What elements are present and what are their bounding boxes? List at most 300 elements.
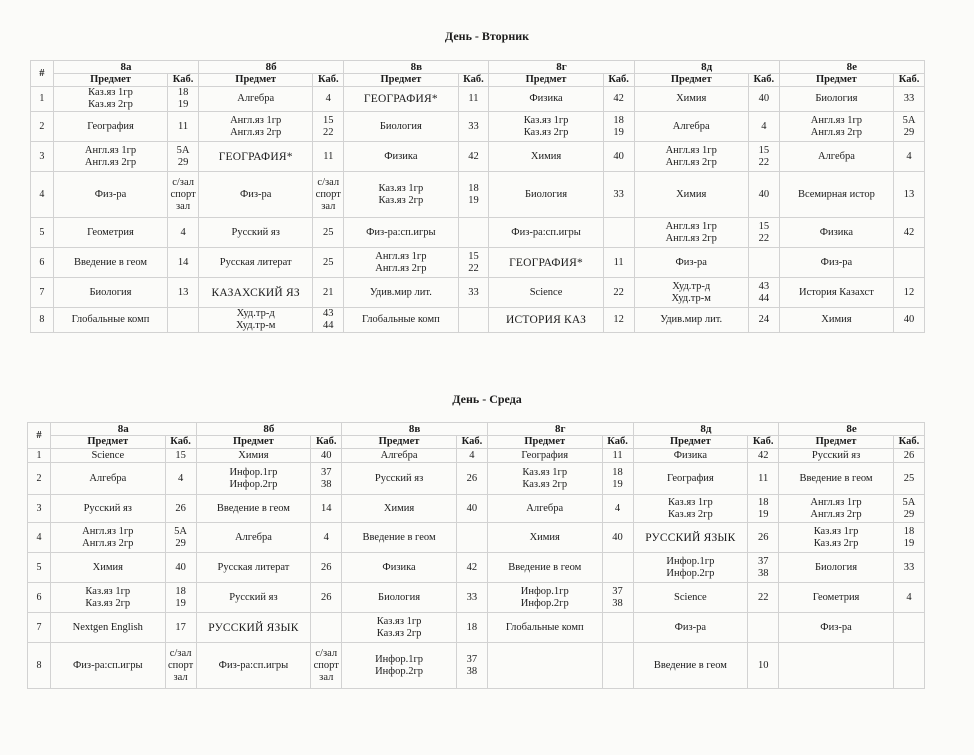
class-header: 8д <box>634 61 779 74</box>
lesson-row <box>28 583 925 613</box>
room-cell <box>313 87 344 112</box>
subject-cell <box>487 583 602 613</box>
subject-name: Физ-ра <box>820 621 852 633</box>
lesson-number: 6 <box>28 583 51 613</box>
room-number: 26 <box>320 561 332 573</box>
lesson-row <box>31 112 925 142</box>
lesson-row <box>31 87 925 112</box>
subject-name: Англ.яз 1гр <box>665 220 717 232</box>
room-number: 19 <box>757 508 769 520</box>
class-header: 8г <box>489 61 634 74</box>
subject-cell <box>196 523 311 553</box>
subject-name: Англ.яз 2гр <box>810 126 863 138</box>
subject-cell <box>50 583 165 613</box>
subject-cell <box>50 495 165 523</box>
room-number: 38 <box>612 597 623 609</box>
subject-name: Введение в геом <box>508 561 582 573</box>
room-cell <box>456 495 487 523</box>
room-number: 37 <box>612 585 623 597</box>
subject-column-header: Предмет <box>342 436 457 449</box>
subject-cell <box>344 172 458 218</box>
subject-column-header: Предмет <box>196 436 311 449</box>
room-number: 17 <box>175 621 186 633</box>
subject-cell <box>199 112 313 142</box>
room-cell <box>748 553 779 583</box>
room-number: 19 <box>175 597 186 609</box>
class-header-row <box>28 423 925 436</box>
room-cell <box>165 553 196 583</box>
room-number: 40 <box>612 531 623 543</box>
subject-cell <box>634 278 748 308</box>
room-number: 11 <box>612 449 623 461</box>
room-column-header: Каб. <box>603 74 634 87</box>
room-cell <box>168 142 199 172</box>
subject-name: Алгебра <box>89 472 127 484</box>
room-cell <box>602 553 633 583</box>
subject-cell <box>344 278 458 308</box>
room-cell <box>168 87 199 112</box>
subject-cell <box>199 172 313 218</box>
subject-name: Англ.яз 1гр <box>810 496 862 508</box>
subject-name: Nextgen English <box>72 621 143 633</box>
room-cell <box>893 523 924 553</box>
room-number: 33 <box>903 561 915 573</box>
room-number: 22 <box>613 286 624 298</box>
room-number: 37 <box>320 466 332 478</box>
room-cell <box>748 172 779 218</box>
room-cell <box>748 643 779 689</box>
room-number: 15 <box>758 220 770 232</box>
room-number: 15 <box>758 144 770 156</box>
subject-cell <box>53 218 167 248</box>
subject-cell <box>779 278 893 308</box>
subject-column-header: Предмет <box>344 74 458 87</box>
subject-cell <box>344 308 458 333</box>
subject-cell <box>633 463 748 495</box>
subject-name: Геометрия <box>812 591 860 603</box>
room-number: 26 <box>903 449 915 461</box>
room-number: 18 <box>177 87 189 98</box>
room-cell <box>748 523 779 553</box>
subject-name: География <box>667 472 714 484</box>
subject-cell <box>342 523 457 553</box>
subject-name: Инфор.2гр <box>229 478 278 490</box>
subject-name: Биология <box>89 286 132 298</box>
room-cell <box>456 523 487 553</box>
room-cell <box>165 449 196 463</box>
subject-cell <box>489 172 603 218</box>
subject-name: Химия <box>676 188 707 200</box>
subject-cell <box>487 495 602 523</box>
subject-cell <box>633 553 748 583</box>
subject-cell <box>779 449 894 463</box>
subject-name: Англ.яз 2гр <box>665 156 717 168</box>
subject-name: Русский яз <box>374 472 424 484</box>
room-cell <box>168 308 199 333</box>
room-number: 4 <box>469 449 475 461</box>
lesson-number: 1 <box>31 87 54 112</box>
subject-cell <box>342 449 457 463</box>
room-cell <box>602 523 633 553</box>
room-cell <box>894 278 925 308</box>
subject-cell <box>779 583 894 613</box>
subject-cell <box>196 613 311 643</box>
room-cell <box>313 112 344 142</box>
subject-name: Физ-ра <box>94 188 127 200</box>
room-column-header: Каб. <box>458 74 489 87</box>
subject-cell <box>779 495 894 523</box>
room-cell <box>311 553 342 583</box>
room-number: 21 <box>323 286 334 298</box>
lesson-row <box>28 553 925 583</box>
subject-name: Каз.яз 2гр <box>85 597 131 609</box>
room-number: 29 <box>903 508 915 520</box>
subject-name: Инфор.1гр <box>666 555 715 567</box>
room-number: 40 <box>758 188 770 200</box>
room-number: 22 <box>758 156 770 168</box>
subject-name: Алгебра <box>380 449 418 461</box>
subject-name: Физика <box>382 561 416 573</box>
subject-cell <box>53 308 167 333</box>
class-header-row <box>31 61 925 74</box>
subject-name: Химия <box>676 93 707 104</box>
room-cell <box>311 643 342 689</box>
room-cell <box>311 449 342 463</box>
room-number: 5А <box>902 114 916 126</box>
subject-cell <box>779 248 893 278</box>
subject-column-header: Предмет <box>199 74 313 87</box>
subject-name: Каз.яз 2гр <box>668 508 713 520</box>
day-title-wednesday: День - Среда <box>452 392 522 406</box>
room-number: 18 <box>468 182 479 194</box>
room-cell <box>311 523 342 553</box>
subject-cell <box>196 583 311 613</box>
room-cell <box>456 613 487 643</box>
subject-name: Введение в геом <box>73 256 148 268</box>
subject-name: Англ.яз 1гр <box>665 144 717 156</box>
subject-name: Каз.яз 2гр <box>522 478 568 490</box>
room-number: 42 <box>468 150 479 162</box>
room-cell <box>458 278 489 308</box>
subject-cell <box>489 248 603 278</box>
subject-cell <box>633 613 748 643</box>
subject-cell <box>779 553 894 583</box>
room-number: 12 <box>613 314 624 325</box>
subject-cell <box>196 643 311 689</box>
room-number: 44 <box>323 320 334 331</box>
room-number: 4 <box>906 150 912 162</box>
subject-cell <box>634 308 748 333</box>
subject-column-header: Предмет <box>779 436 894 449</box>
room-cell <box>168 278 199 308</box>
room-number: зал <box>319 671 334 683</box>
class-header: 8б <box>196 423 342 436</box>
room-number: 18 <box>466 621 478 633</box>
subject-name: Каз.яз 1гр <box>376 615 422 627</box>
subject-name: Англ.яз 2гр <box>84 156 137 168</box>
room-number: 33 <box>613 188 624 200</box>
lesson-number: 6 <box>31 248 54 278</box>
room-cell <box>893 643 924 689</box>
subject-name: Физика <box>529 93 563 104</box>
lesson-row <box>28 449 925 463</box>
room-cell <box>458 87 489 112</box>
subject-cell <box>344 112 458 142</box>
subject-name: Science <box>91 449 125 461</box>
room-number: 40 <box>175 561 186 573</box>
room-cell <box>894 218 925 248</box>
room-cell <box>893 495 924 523</box>
room-number: 38 <box>757 567 769 579</box>
subject-name: Русская литерат <box>217 561 290 573</box>
room-cell <box>458 112 489 142</box>
subject-cell <box>199 248 313 278</box>
room-number: 4 <box>325 93 331 104</box>
subject-name: Инфор.1гр <box>375 653 424 665</box>
room-number: спорт <box>313 659 339 671</box>
room-cell <box>602 643 633 689</box>
room-number: 42 <box>466 561 478 573</box>
lesson-row <box>31 172 925 218</box>
lesson-number: 8 <box>31 308 54 333</box>
room-number: 25 <box>323 226 334 238</box>
room-cell <box>165 523 196 553</box>
lesson-row <box>31 142 925 172</box>
room-number: 19 <box>613 126 624 138</box>
class-header: 8в <box>342 423 488 436</box>
lesson-row <box>28 463 925 495</box>
room-cell <box>748 463 779 495</box>
lesson-row <box>31 218 925 248</box>
subject-column-header: Предмет <box>489 74 603 87</box>
subject-name: Инфор.2гр <box>666 567 715 579</box>
room-number: 22 <box>758 232 770 244</box>
lesson-row <box>28 523 925 553</box>
subject-name: КАЗАХСКИЙ ЯЗ <box>211 286 300 299</box>
room-cell <box>311 583 342 613</box>
schedule-table-tuesday <box>30 60 925 333</box>
subject-cell <box>342 463 457 495</box>
room-cell <box>603 112 634 142</box>
room-cell <box>602 449 633 463</box>
room-number: 37 <box>466 653 478 665</box>
lesson-row <box>31 248 925 278</box>
room-column-header: Каб. <box>602 436 633 449</box>
lesson-row <box>28 613 925 643</box>
subject-cell <box>50 643 165 689</box>
room-number: 38 <box>320 478 332 490</box>
subject-name: Биология <box>815 93 858 104</box>
subject-cell <box>53 248 167 278</box>
room-number: спорт <box>170 188 196 200</box>
room-number: 5А <box>176 144 190 156</box>
subject-name: Русский яз <box>231 226 280 238</box>
subject-cell <box>53 278 167 308</box>
room-cell <box>313 218 344 248</box>
subject-name: Русский яз <box>83 502 132 514</box>
subject-name: Инфор.1гр <box>520 585 569 597</box>
room-number: 33 <box>903 93 915 104</box>
room-cell <box>168 112 199 142</box>
subject-name: Англ.яз 1гр <box>84 144 137 156</box>
subject-cell <box>53 87 167 112</box>
room-number: 33 <box>468 120 479 132</box>
subject-column-header: Предмет <box>634 74 748 87</box>
subject-cell <box>50 613 165 643</box>
room-number: 18 <box>613 114 624 126</box>
room-number: с/зал <box>315 647 338 659</box>
room-number: 29 <box>175 537 186 549</box>
subject-name: Каз.яз 1гр <box>85 585 131 597</box>
subject-name: Физ-ра <box>239 188 272 200</box>
subject-cell <box>489 308 603 333</box>
class-header: 8е <box>779 61 924 74</box>
room-number: 5А <box>174 525 188 537</box>
subject-name: РУССКИЙ ЯЗЫК <box>645 531 736 544</box>
room-cell <box>748 308 779 333</box>
room-cell <box>893 553 924 583</box>
subject-name: Глобальные комп <box>361 314 440 325</box>
lesson-number: 3 <box>31 142 54 172</box>
room-cell <box>313 278 344 308</box>
room-cell <box>458 172 489 218</box>
subject-name: Алгебра <box>526 502 564 514</box>
room-number: 11 <box>613 256 624 268</box>
subject-cell <box>50 449 165 463</box>
subject-name: Каз.яз 2гр <box>813 537 859 549</box>
room-cell <box>748 278 779 308</box>
room-cell <box>165 463 196 495</box>
subject-name: ГЕОГРАФИЯ* <box>218 150 293 163</box>
subject-cell <box>634 218 748 248</box>
room-cell <box>456 553 487 583</box>
room-number: 40 <box>466 502 478 514</box>
subject-name: Англ.яз 2гр <box>375 262 427 274</box>
room-cell <box>168 248 199 278</box>
subject-name: География <box>87 120 134 132</box>
room-cell <box>603 87 634 112</box>
subject-name: Каз.яз 1гр <box>378 182 424 194</box>
subject-cell <box>634 142 748 172</box>
subject-cell <box>196 495 311 523</box>
subject-name: Каз.яз 1гр <box>668 496 713 508</box>
subject-name: Биология <box>815 561 858 573</box>
room-number: 42 <box>757 449 769 461</box>
room-column-header: Каб. <box>165 436 196 449</box>
room-cell <box>748 112 779 142</box>
subject-name: Русский яз <box>811 449 861 461</box>
lesson-number: 7 <box>28 613 51 643</box>
column-header-row <box>28 436 925 449</box>
subject-name: Худ.тр-м <box>236 320 276 331</box>
subject-cell <box>53 112 167 142</box>
subject-cell <box>779 523 894 553</box>
room-cell <box>894 172 925 218</box>
room-number: 14 <box>177 256 189 268</box>
subject-cell <box>779 142 893 172</box>
room-number: 33 <box>466 591 478 603</box>
subject-name: Худ.тр-д <box>236 308 275 319</box>
subject-name: Физ-ра:сп.игры <box>366 226 436 238</box>
subject-cell <box>344 142 458 172</box>
class-header: 8е <box>779 423 925 436</box>
room-cell <box>894 112 925 142</box>
subject-cell <box>344 218 458 248</box>
subject-cell <box>634 172 748 218</box>
subject-name: Алгебра <box>817 150 855 162</box>
room-cell <box>313 142 344 172</box>
room-number: 25 <box>323 256 334 268</box>
subject-cell <box>779 218 893 248</box>
subject-cell <box>342 643 457 689</box>
subject-name: Алгебра <box>672 120 710 132</box>
subject-name: Алгебра <box>234 531 272 543</box>
subject-name: ГЕОГРАФИЯ* <box>509 256 584 269</box>
subject-name: Англ.яз 1гр <box>810 114 863 126</box>
room-number: 42 <box>613 93 624 104</box>
subject-cell <box>199 87 313 112</box>
room-cell <box>894 87 925 112</box>
subject-cell <box>487 643 602 689</box>
subject-name: Каз.яз 2гр <box>378 194 424 206</box>
room-cell <box>603 248 634 278</box>
room-cell <box>894 248 925 278</box>
subject-name: Физ-ра <box>820 256 853 268</box>
subject-name: Англ.яз 1гр <box>230 114 282 126</box>
subject-cell <box>633 583 748 613</box>
room-cell <box>165 643 196 689</box>
room-cell <box>313 172 344 218</box>
subject-cell <box>50 463 165 495</box>
room-cell <box>748 449 779 463</box>
room-cell <box>894 142 925 172</box>
room-cell <box>893 583 924 613</box>
room-number: 40 <box>320 449 332 461</box>
room-number: с/зал <box>169 647 192 659</box>
room-number: 11 <box>758 472 769 484</box>
subject-cell <box>199 308 313 333</box>
subject-name: Физ-ра <box>674 621 707 633</box>
room-cell <box>602 463 633 495</box>
room-cell <box>893 463 924 495</box>
room-cell <box>893 613 924 643</box>
subject-name: Худ.тр-м <box>671 292 711 304</box>
subject-cell <box>779 87 893 112</box>
subject-cell <box>633 523 748 553</box>
room-number: 22 <box>323 126 334 138</box>
room-number: спорт <box>167 659 194 671</box>
lesson-number: 2 <box>31 112 54 142</box>
subject-name: Глобальные комп <box>71 314 150 325</box>
room-number: 14 <box>320 502 332 514</box>
subject-cell <box>199 278 313 308</box>
room-cell <box>311 495 342 523</box>
subject-cell <box>53 142 167 172</box>
room-number: 26 <box>757 531 769 543</box>
subject-cell <box>634 87 748 112</box>
subject-name: Химия <box>529 531 560 543</box>
subject-name: ГЕОГРАФИЯ* <box>363 93 438 105</box>
room-number: зал <box>321 200 336 212</box>
room-number: зал <box>176 200 191 212</box>
lesson-number: 4 <box>31 172 54 218</box>
room-cell <box>603 172 634 218</box>
room-number: 19 <box>177 99 189 110</box>
subject-name: Худ.тр-д <box>672 280 711 292</box>
room-number: 4 <box>906 591 912 603</box>
room-number: 5А <box>902 496 916 508</box>
class-header: 8а <box>50 423 196 436</box>
